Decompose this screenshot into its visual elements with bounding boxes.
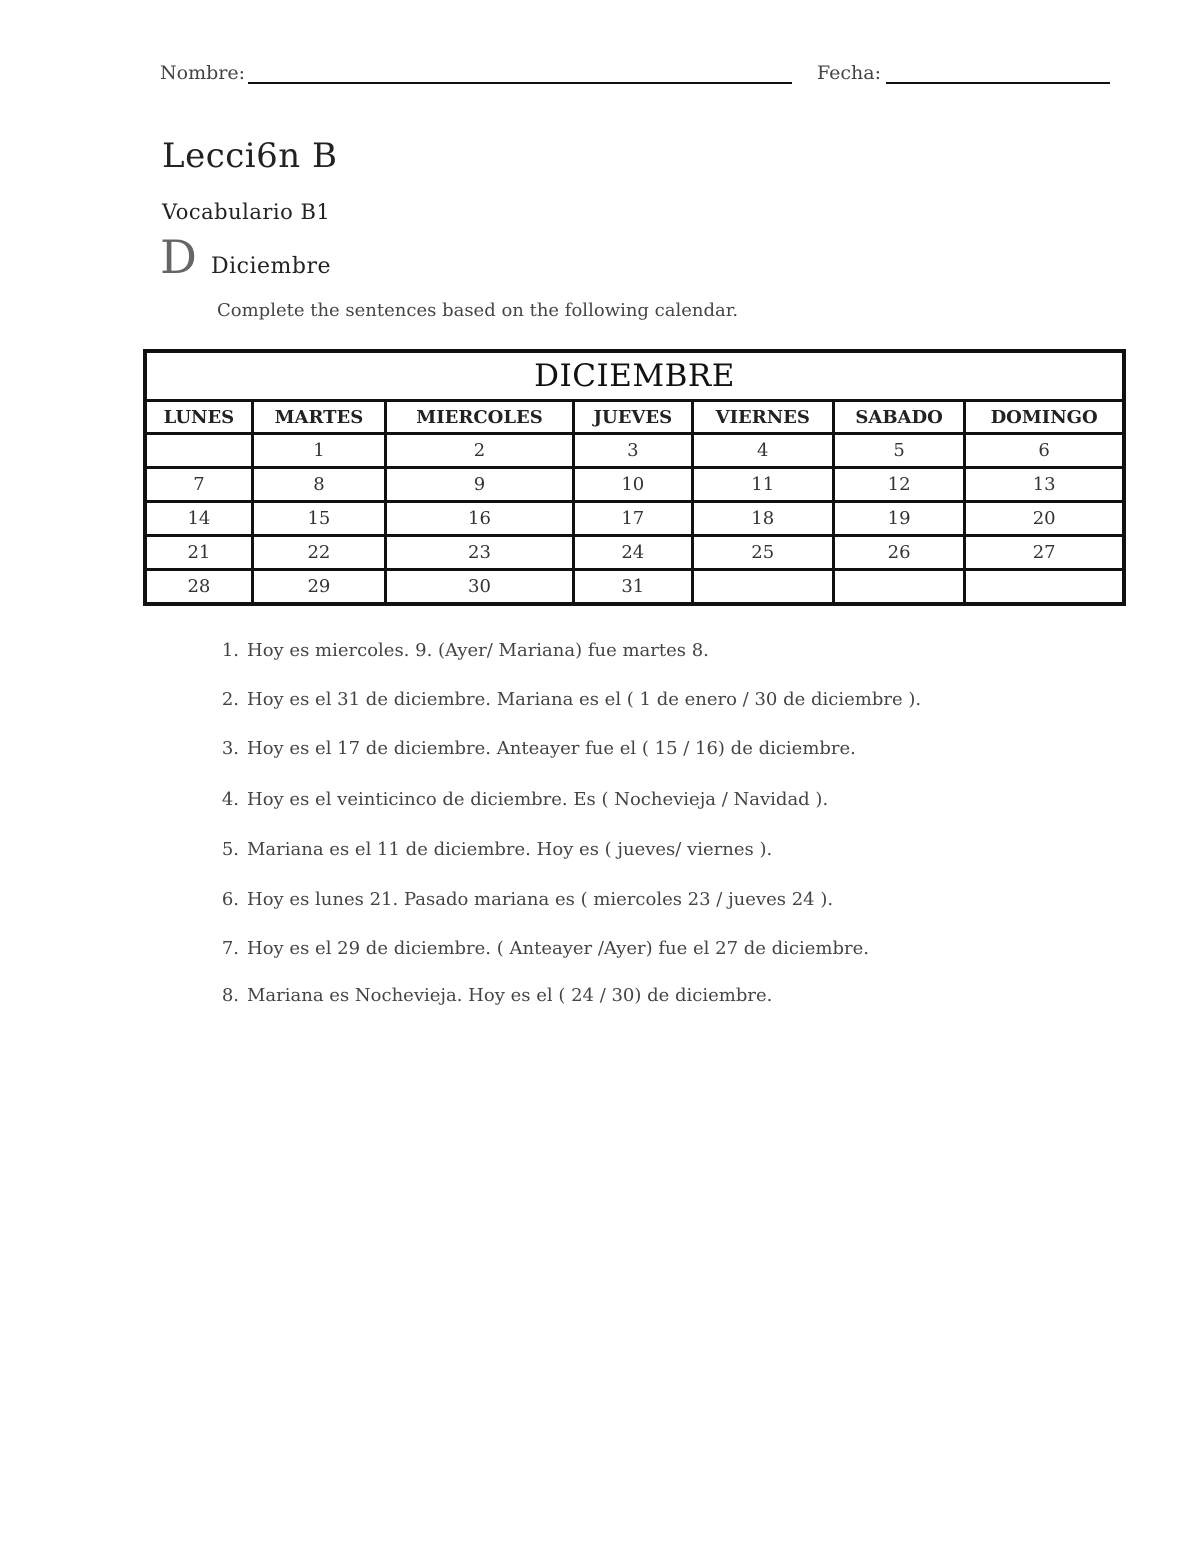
- date-cell: 26: [835, 537, 966, 571]
- date-cell: 11: [694, 469, 835, 503]
- date-cell: 17: [575, 503, 694, 537]
- calendar-week-row: [147, 435, 1122, 469]
- calendar-week-row: [147, 503, 1122, 537]
- question-text: Hoy es el veinticinco de diciembre. Es ( Nochevieja / Navidad ).: [247, 789, 829, 810]
- date-cell: 5: [835, 435, 966, 469]
- date-cell: 10: [575, 469, 694, 503]
- question-item: [205, 640, 709, 661]
- date-cell: 6: [966, 435, 1122, 469]
- date-cell: [147, 435, 254, 469]
- question-text: Hoy es miercoles. 9. (Ayer/ Mariana) fue martes 8.: [247, 640, 709, 661]
- date-cell: 27: [966, 537, 1122, 571]
- day-header: MARTES: [254, 402, 387, 435]
- question-number: 1.: [221, 640, 239, 661]
- date-label: Fecha:: [817, 62, 881, 84]
- date-cell: [966, 571, 1122, 602]
- question-number: 6.: [221, 889, 239, 910]
- date-cell: 14: [147, 503, 254, 537]
- date-cell: 16: [387, 503, 575, 537]
- question-number: 7.: [221, 938, 239, 959]
- date-cell: 13: [966, 469, 1122, 503]
- date-cell: 2: [387, 435, 575, 469]
- question-number: 2.: [221, 689, 239, 710]
- date-cell: 8: [254, 469, 387, 503]
- date-cell: 4: [694, 435, 835, 469]
- calendar-day-header-row: [147, 402, 1122, 435]
- question-item: [205, 938, 869, 959]
- date-cell: 23: [387, 537, 575, 571]
- date-cell: 7: [147, 469, 254, 503]
- question-number: 5.: [221, 839, 239, 860]
- question-text: Hoy es el 29 de diciembre. ( Anteayer /Ayer) fue el 27 de diciembre.: [247, 938, 869, 959]
- name-blank[interactable]: [248, 62, 792, 84]
- date-cell: 24: [575, 537, 694, 571]
- question-number: 3.: [221, 738, 239, 759]
- question-item: [205, 985, 772, 1006]
- date-cell: 25: [694, 537, 835, 571]
- date-cell: [835, 571, 966, 602]
- date-cell: 15: [254, 503, 387, 537]
- question-item: [205, 689, 921, 710]
- question-text: Mariana es el 11 de diciembre. Hoy es ( jueves/ viernes ).: [247, 839, 773, 860]
- date-cell: 3: [575, 435, 694, 469]
- date-cell: 30: [387, 571, 575, 602]
- calendar-week-row: [147, 537, 1122, 571]
- question-item: [205, 839, 772, 860]
- question-text: Hoy es el 17 de diciembre. Anteayer fue el ( 15 / 16) de diciembre.: [247, 738, 856, 759]
- day-header: VIERNES: [694, 402, 835, 435]
- day-header: MIERCOLES: [387, 402, 575, 435]
- day-header: SABADO: [835, 402, 966, 435]
- date-cell: 28: [147, 571, 254, 602]
- question-number: 4.: [221, 789, 239, 810]
- question-item: [205, 738, 856, 759]
- section-title: Diciembre: [211, 254, 332, 279]
- date-cell: 9: [387, 469, 575, 503]
- calendar-week-row: [147, 571, 1122, 602]
- date-cell: [694, 571, 835, 602]
- question-text: Hoy es el 31 de diciembre. Mariana es el ( 1 de enero / 30 de diciembre ).: [247, 689, 922, 710]
- calendar-title: DICIEMBRE: [147, 353, 1122, 402]
- date-cell: 22: [254, 537, 387, 571]
- date-cell: 19: [835, 503, 966, 537]
- question-item: [205, 789, 828, 810]
- date-cell: 29: [254, 571, 387, 602]
- calendar-title-row: [147, 353, 1122, 402]
- lesson-title: Lecci6n B: [162, 136, 338, 176]
- day-header: JUEVES: [575, 402, 694, 435]
- date-cell: 1: [254, 435, 387, 469]
- question-number: 8.: [221, 985, 239, 1006]
- calendar-week-row: [147, 469, 1122, 503]
- day-header: LUNES: [147, 402, 254, 435]
- section-letter: D: [160, 230, 197, 284]
- date-blank[interactable]: [886, 62, 1110, 84]
- date-cell: 18: [694, 503, 835, 537]
- name-label: Nombre:: [160, 62, 245, 84]
- date-cell: 12: [835, 469, 966, 503]
- date-cell: 20: [966, 503, 1122, 537]
- instructions: Complete the sentences based on the following calendar.: [217, 300, 739, 321]
- date-cell: 21: [147, 537, 254, 571]
- calendar-table: [143, 349, 1126, 606]
- question-text: Hoy es lunes 21. Pasado mariana es ( miercoles 23 / jueves 24 ).: [247, 889, 834, 910]
- vocab-title: Vocabulario B1: [162, 200, 331, 224]
- day-header: DOMINGO: [966, 402, 1122, 435]
- date-cell: 31: [575, 571, 694, 602]
- question-item: [205, 889, 833, 910]
- question-text: Mariana es Nochevieja. Hoy es el ( 24 / 30) de diciembre.: [247, 985, 773, 1006]
